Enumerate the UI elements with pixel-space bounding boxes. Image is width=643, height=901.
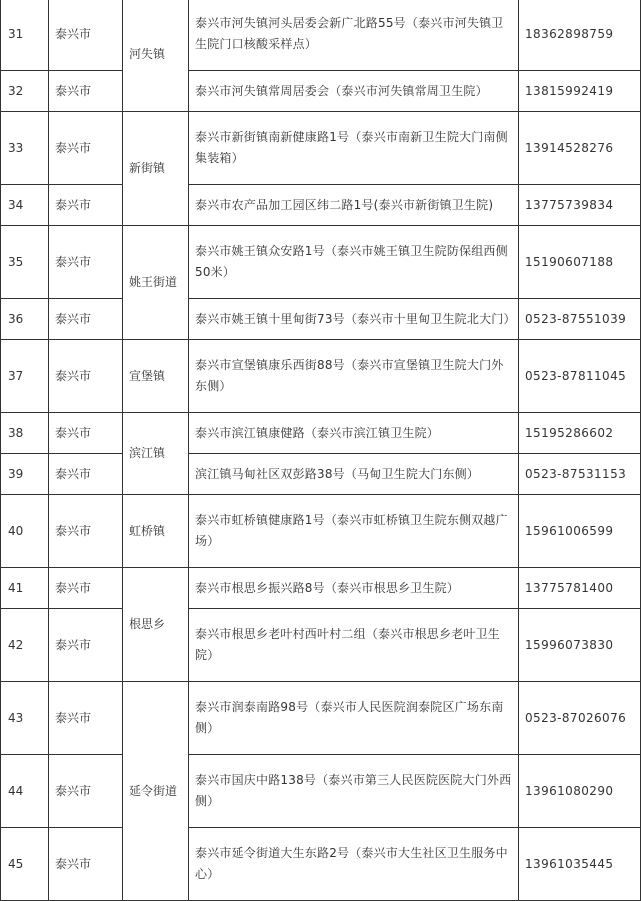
address-cell: 泰兴市延令街道大生东路2号（泰兴市大生社区卫生服务中心） xyxy=(189,828,519,901)
phone-cell: 13775739834 xyxy=(519,185,641,226)
row-number: 44 xyxy=(1,755,49,828)
town-cell: 根思乡 xyxy=(123,568,189,682)
address-cell: 滨江镇马甸社区双彭路38号（马甸卫生院大门东侧） xyxy=(189,454,519,495)
address-cell: 泰兴市农产品加工园区纬二路1号(泰兴市新街镇卫生院) xyxy=(189,185,519,226)
row-number: 31 xyxy=(1,0,49,71)
phone-cell: 13815992419 xyxy=(519,71,641,112)
phone-cell: 13961035445 xyxy=(519,828,641,901)
city-cell: 泰兴市 xyxy=(49,609,123,682)
row-number: 32 xyxy=(1,71,49,112)
town-cell: 虹桥镇 xyxy=(123,495,189,568)
row-number: 39 xyxy=(1,454,49,495)
table-row xyxy=(1,495,641,568)
row-number: 45 xyxy=(1,828,49,901)
city-cell: 泰兴市 xyxy=(49,71,123,112)
phone-cell: 13775781400 xyxy=(519,568,641,609)
address-cell: 泰兴市滨江镇康健路（泰兴市滨江镇卫生院） xyxy=(189,413,519,454)
city-cell: 泰兴市 xyxy=(49,112,123,185)
row-number: 33 xyxy=(1,112,49,185)
address-cell: 泰兴市姚王镇十里甸街73号（泰兴市十里甸卫生院北大门） xyxy=(189,299,519,340)
city-cell: 泰兴市 xyxy=(49,682,123,755)
address-cell: 泰兴市润泰南路98号（泰兴市人民医院润泰院区广场东南侧） xyxy=(189,682,519,755)
table-row xyxy=(1,413,641,454)
address-cell: 泰兴市河失镇河头居委会新广北路55号（泰兴市河失镇卫生院门口核酸采样点） xyxy=(189,0,519,71)
row-number: 42 xyxy=(1,609,49,682)
row-number: 34 xyxy=(1,185,49,226)
town-cell: 滨江镇 xyxy=(123,413,189,495)
address-cell: 泰兴市虹桥镇健康路1号（泰兴市虹桥镇卫生院东侧双越广场） xyxy=(189,495,519,568)
table-row xyxy=(1,185,641,226)
table-row xyxy=(1,755,641,828)
row-number: 41 xyxy=(1,568,49,609)
city-cell: 泰兴市 xyxy=(49,454,123,495)
table-row xyxy=(1,682,641,755)
phone-cell: 13961080290 xyxy=(519,755,641,828)
town-cell: 河失镇 xyxy=(123,0,189,112)
table-row xyxy=(1,828,641,901)
city-cell: 泰兴市 xyxy=(49,340,123,413)
address-cell: 泰兴市根思乡老叶村西叶村二组（泰兴市根思乡老叶卫生院） xyxy=(189,609,519,682)
town-cell: 新街镇 xyxy=(123,112,189,226)
phone-cell: 0523-87531153 xyxy=(519,454,641,495)
town-cell: 延令街道 xyxy=(123,682,189,901)
phone-cell: 0523-87026076 xyxy=(519,682,641,755)
address-cell: 泰兴市新街镇南新健康路1号（泰兴市南新卫生院大门南侧集装箱） xyxy=(189,112,519,185)
table-row xyxy=(1,71,641,112)
row-number: 40 xyxy=(1,495,49,568)
phone-cell: 18362898759 xyxy=(519,0,641,71)
address-cell: 泰兴市根思乡振兴路8号（泰兴市根思乡卫生院） xyxy=(189,568,519,609)
table-row xyxy=(1,299,641,340)
city-cell: 泰兴市 xyxy=(49,568,123,609)
city-cell: 泰兴市 xyxy=(49,495,123,568)
city-cell: 泰兴市 xyxy=(49,185,123,226)
city-cell: 泰兴市 xyxy=(49,299,123,340)
table-row xyxy=(1,0,641,71)
town-cell: 姚王街道 xyxy=(123,226,189,340)
address-cell: 泰兴市宣堡镇康乐西街88号（泰兴市宣堡镇卫生院大门外东侧） xyxy=(189,340,519,413)
phone-cell: 15190607188 xyxy=(519,226,641,299)
city-cell: 泰兴市 xyxy=(49,0,123,71)
row-number: 38 xyxy=(1,413,49,454)
phone-cell: 15996073830 xyxy=(519,609,641,682)
city-cell: 泰兴市 xyxy=(49,226,123,299)
table-row xyxy=(1,568,641,609)
city-cell: 泰兴市 xyxy=(49,413,123,454)
city-cell: 泰兴市 xyxy=(49,755,123,828)
row-number: 35 xyxy=(1,226,49,299)
phone-cell: 15195286602 xyxy=(519,413,641,454)
row-number: 37 xyxy=(1,340,49,413)
phone-cell: 13914528276 xyxy=(519,112,641,185)
table-row xyxy=(1,226,641,299)
phone-cell: 0523-87551039 xyxy=(519,299,641,340)
row-number: 36 xyxy=(1,299,49,340)
table-row xyxy=(1,112,641,185)
town-cell: 宣堡镇 xyxy=(123,340,189,413)
table-row xyxy=(1,609,641,682)
phone-cell: 0523-87811045 xyxy=(519,340,641,413)
row-number: 43 xyxy=(1,682,49,755)
city-cell: 泰兴市 xyxy=(49,828,123,901)
phone-cell: 15961006599 xyxy=(519,495,641,568)
address-cell: 泰兴市姚王镇众安路1号（泰兴市姚王镇卫生院防保组西侧50米） xyxy=(189,226,519,299)
table-row xyxy=(1,340,641,413)
address-cell: 泰兴市河失镇常周居委会（泰兴市河失镇常周卫生院） xyxy=(189,71,519,112)
address-cell: 泰兴市国庆中路138号（泰兴市第三人民医院医院大门外西侧） xyxy=(189,755,519,828)
table-row xyxy=(1,454,641,495)
